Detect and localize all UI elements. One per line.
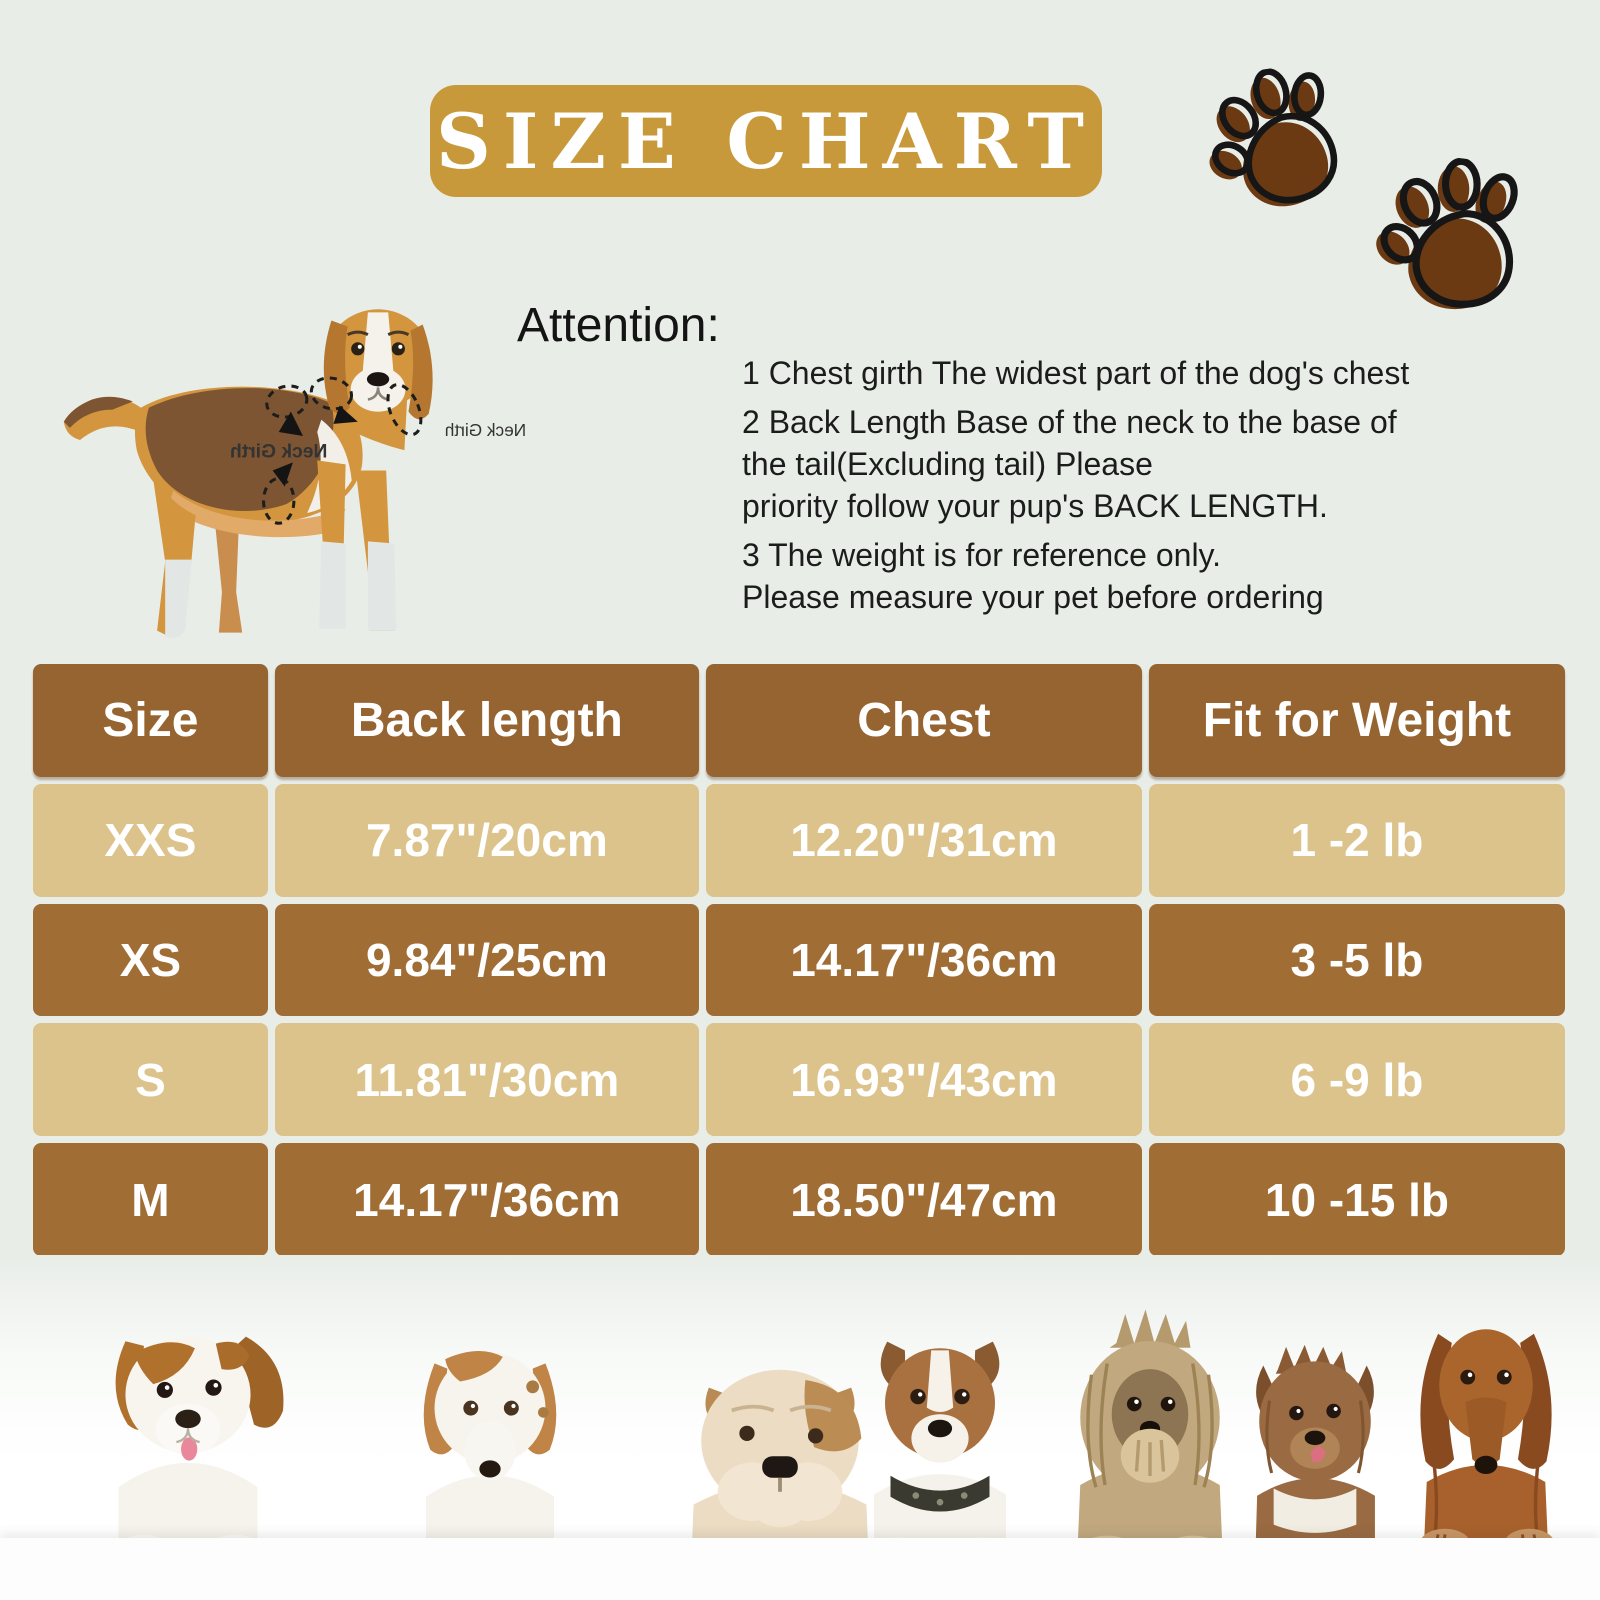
table-cell-chest: 16.93"/43cm — [706, 1023, 1142, 1136]
body-girth-label — [230, 441, 327, 462]
table-cell-size: M — [33, 1143, 268, 1256]
dog-rear-paw — [165, 560, 191, 638]
column-header-size: Size — [33, 664, 268, 777]
table-cell-chest: 12.20"/31cm — [706, 784, 1142, 897]
note-line: priority follow your pup's BACK LENGTH. — [742, 488, 1328, 524]
table-cell-chest: 18.50"/47cm — [706, 1143, 1142, 1256]
dog-nose — [367, 372, 389, 386]
table-cell-weight: 1 -2 lb — [1149, 784, 1565, 897]
table-cell-weight: 10 -15 lb — [1149, 1143, 1565, 1256]
dog-eye-left — [351, 342, 364, 355]
dog-front-paw-far — [368, 541, 396, 630]
svg-text:Neck Girth: Neck Girth — [444, 420, 527, 440]
dog-measurement-diagram — [50, 288, 550, 658]
table-cell-chest: 14.17"/36cm — [706, 904, 1142, 1017]
column-header-chest: Chest — [706, 664, 1142, 777]
note-line: Please measure your pet before ordering — [742, 579, 1324, 615]
table-cell-back-length: 14.17"/36cm — [275, 1143, 699, 1256]
note-line: 1 Chest girth The widest part of the dog's chest — [742, 355, 1410, 391]
page-title: SIZE CHART — [436, 96, 1096, 186]
table-cell-weight: 6 -9 lb — [1149, 1023, 1565, 1136]
side-girth-label — [445, 420, 526, 440]
longhair-dachshund-puppy-icon — [1372, 1282, 1600, 1568]
paw-print-icon — [1358, 148, 1550, 340]
table-cell-weight: 3 -5 lb — [1149, 904, 1565, 1017]
dog-eye-right — [392, 342, 405, 355]
eye-glint — [358, 345, 362, 349]
size-table — [33, 664, 1565, 1256]
table-cell-back-length: 9.84"/25cm — [275, 904, 699, 1017]
dog-front-paw — [319, 541, 345, 628]
note-line: 2 Back Length Base of the neck to the base of — [742, 404, 1397, 440]
table-cell-back-length: 7.87"/20cm — [275, 784, 699, 897]
table-cell-size: XXS — [33, 784, 268, 897]
attention-notes — [742, 352, 1582, 618]
note-line: 3 The weight is for reference only. — [742, 537, 1222, 573]
jack-russell-puppy-icon — [48, 1288, 328, 1566]
table-cell-size: S — [33, 1023, 268, 1136]
svg-text:Neck Girth: Neck Girth — [230, 441, 328, 463]
column-header-back-length: Back length — [275, 664, 699, 777]
puppies-photo-strip — [0, 1255, 1600, 1600]
title-banner — [430, 85, 1102, 197]
white-brown-hound-puppy-icon — [352, 1310, 628, 1566]
eye-glint — [398, 345, 402, 349]
table-cell-back-length: 11.81"/30cm — [275, 1023, 699, 1136]
white-ledge — [0, 1538, 1600, 1600]
paw-print-icon — [1190, 58, 1368, 236]
table-cell-size: XS — [33, 904, 268, 1017]
note-line: the tail(Excluding tail) Please — [742, 446, 1153, 482]
attention-heading: Attention: — [517, 299, 720, 352]
column-header-fit-for-weight: Fit for Weight — [1149, 664, 1565, 777]
